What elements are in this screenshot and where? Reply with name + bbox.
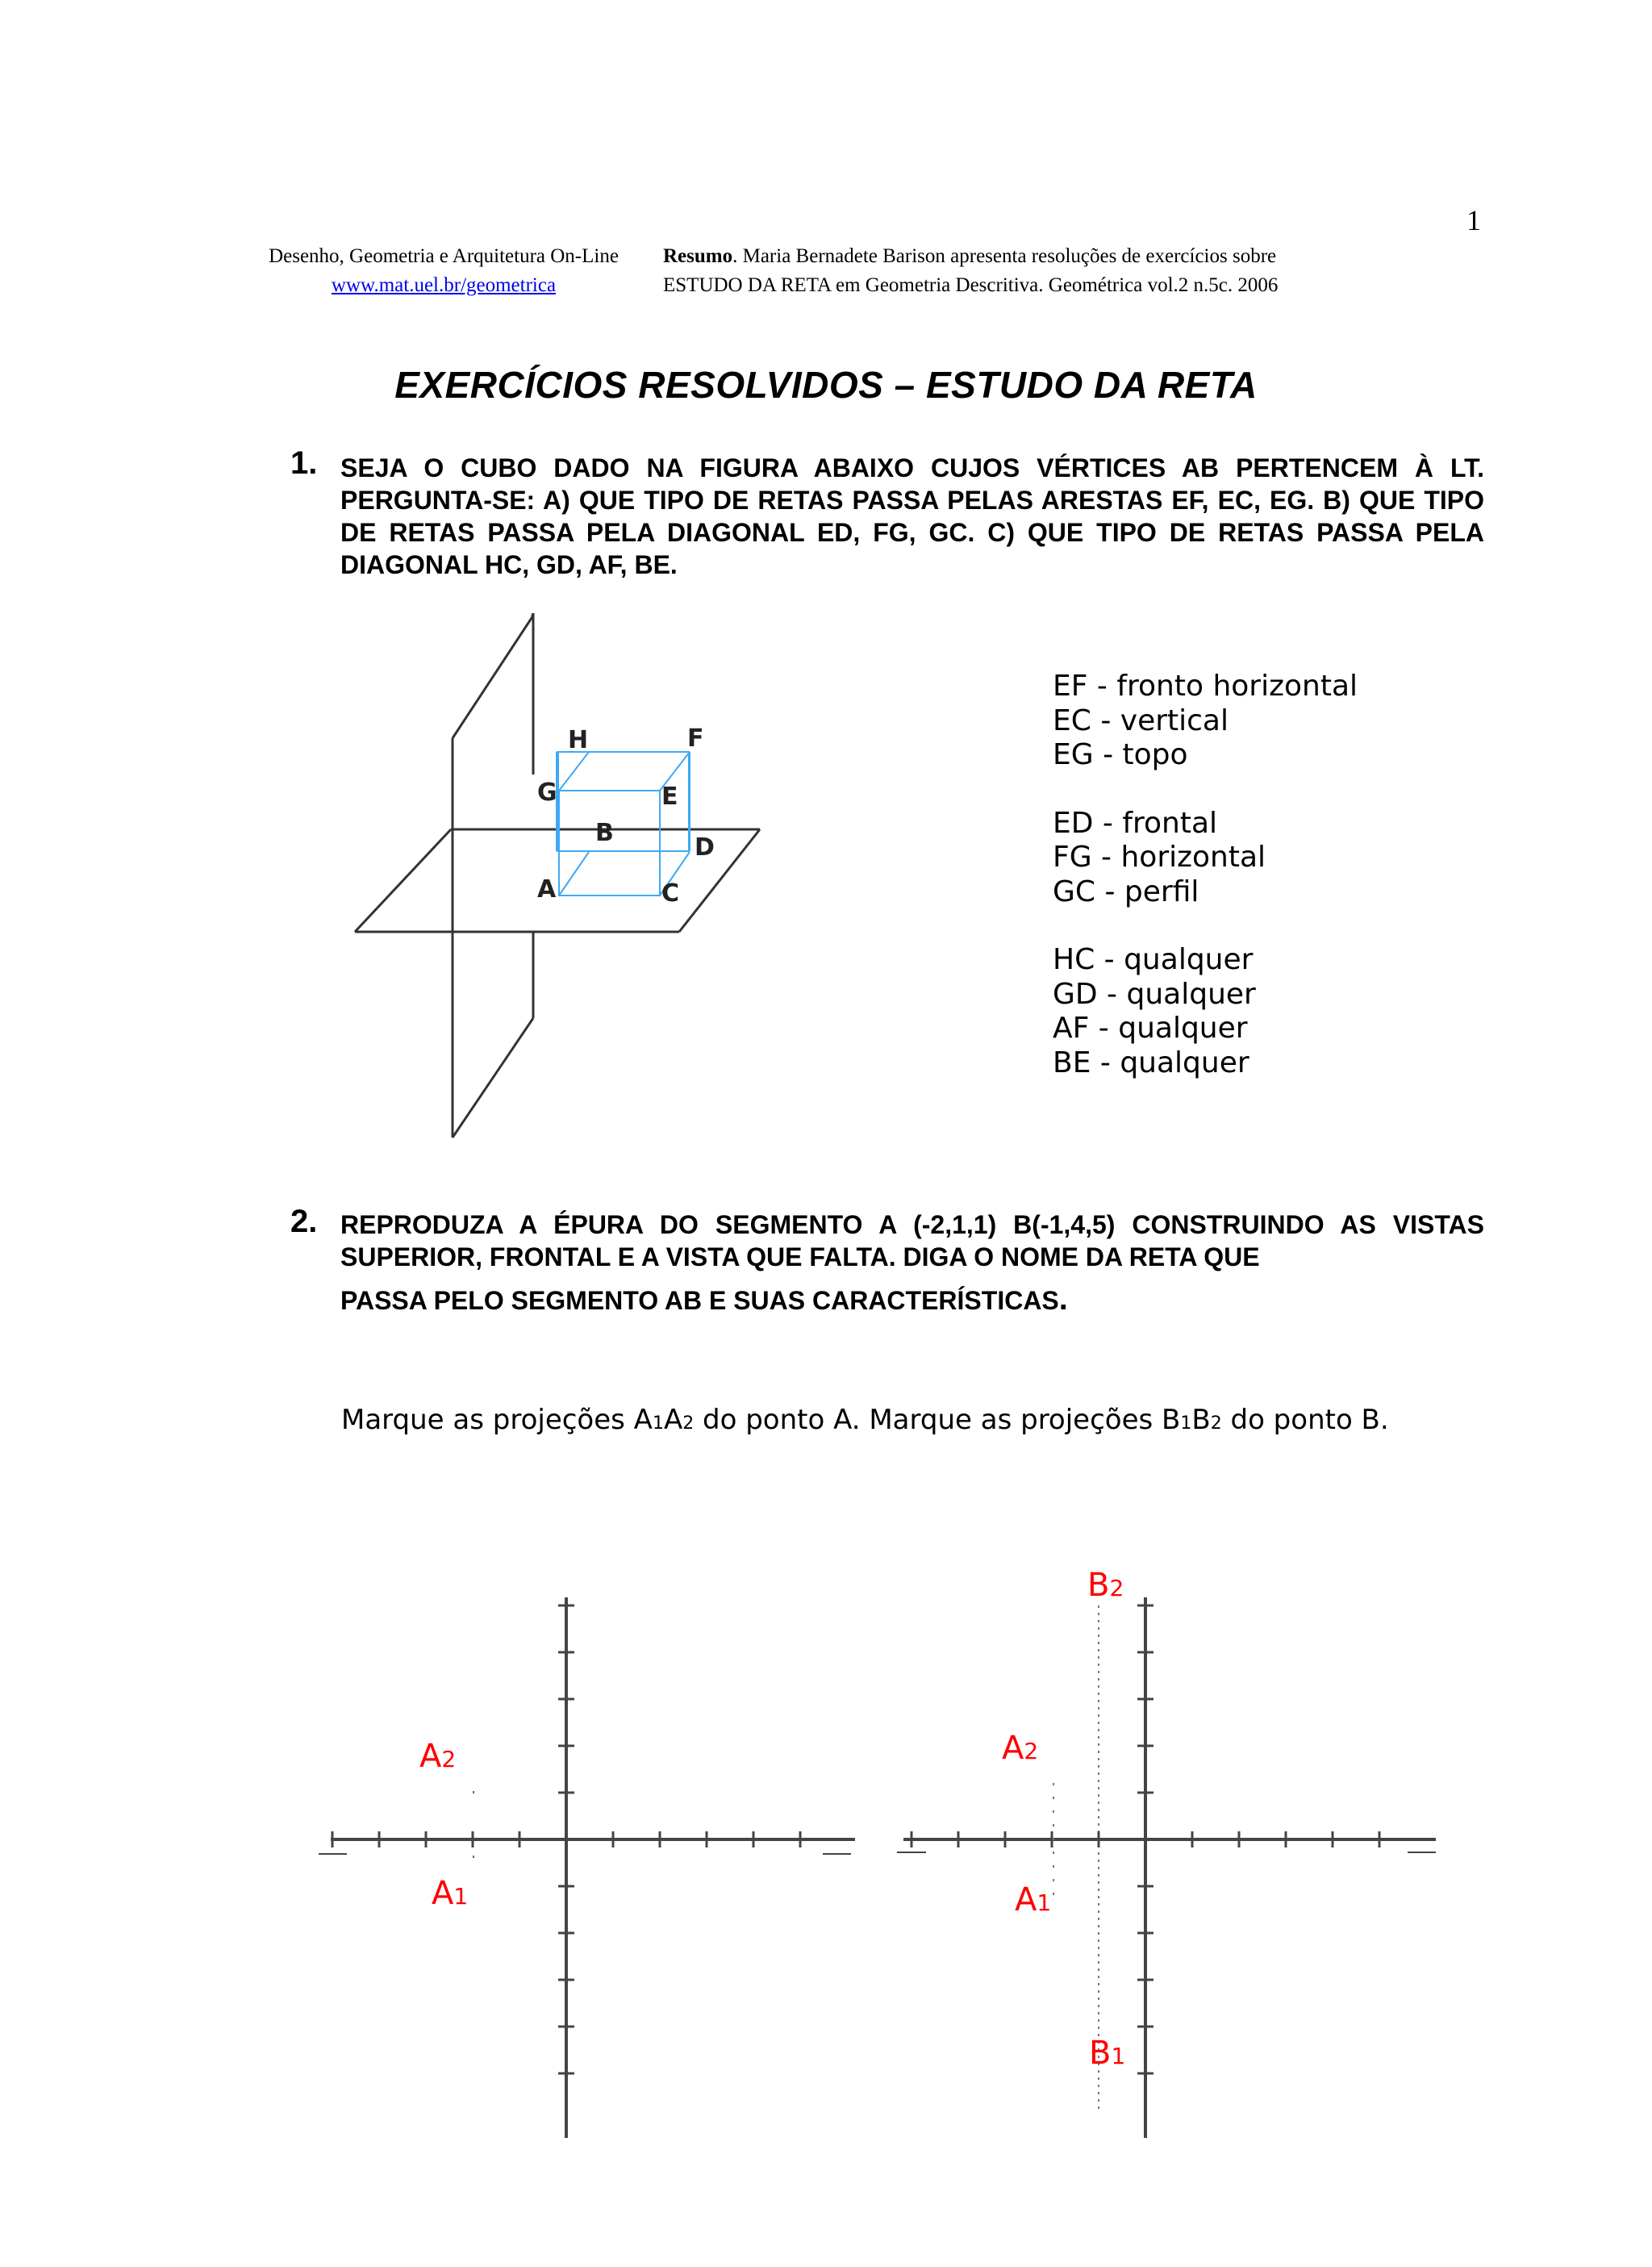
answer-ed: ED - frontal <box>1053 806 1218 840</box>
vertex-label-a: A <box>537 875 557 904</box>
instr-part2: do ponto A. Marque as projeções B <box>694 1404 1181 1436</box>
question-1-text: SEJA O CUBO DADO NA FIGURA ABAIXO CUJOS VÉRTICES AB PERTENCEM À LT. PERGUNTA-SE: A) QUE TIPO DE RETAS PASSA PELAS ARESTAS EF, EC, EG. B) QUE TIPO DE RETAS PASSA PELA DIAGONAL ED, FG, GC. C) QUE TIPO DE RETAS PASSA PELA DIAGONAL HC, GD, AF, BE. <box>340 453 1484 579</box>
projection-dot <box>473 1791 474 1793</box>
answers-list <box>1053 670 1358 1080</box>
answer-eg: EG - topo <box>1053 738 1188 771</box>
header-journal-name: Desenho, Geometria e Arquitetura On-Line <box>269 245 619 267</box>
point-label-a1: A1 <box>1015 1881 1052 1918</box>
point-label-b1: B1 <box>1089 2035 1126 2072</box>
header-abstract-text: . Maria Bernadete Barison apresenta resoluções de exercícios sobre <box>732 245 1277 267</box>
instr-part1: Marque as projeções A <box>341 1404 653 1436</box>
header-abstract-label: Resumo <box>663 245 733 267</box>
header-left <box>234 242 653 300</box>
vertex-label-h: H <box>568 726 589 754</box>
point-label-a1: A1 <box>432 1875 469 1912</box>
point-label-a2: A2 <box>1002 1730 1039 1767</box>
instr-sub-a2: 2 <box>682 1413 695 1434</box>
instr-sub-b2: 2 <box>1210 1413 1222 1434</box>
epura-right <box>887 1557 1452 2154</box>
vertex-label-g: G <box>537 779 557 807</box>
instr-sub-b1: 1 <box>1180 1413 1192 1434</box>
header-abstract-line2: ESTUDO DA RETA em Geometria Descritiva. Geométrica vol.2 n.5c. 2006 <box>663 274 1279 296</box>
vertical-plane-edge <box>453 1018 533 1138</box>
horizontal-plane-edge <box>679 829 760 932</box>
answer-ec: EC - vertical <box>1053 703 1229 737</box>
answer-ef: EF - fronto horizontal <box>1053 670 1358 703</box>
vertex-label-c: C <box>661 879 680 908</box>
cube-edge-gh <box>559 752 589 791</box>
point-label-a2: A2 <box>419 1738 457 1775</box>
instr-mid-a: A <box>663 1404 683 1436</box>
question-2-line1: REPRODUZA A ÉPURA DO SEGMENTO A (-2,1,1) B(-1,4,5) CONSTRUINDO AS VISTAS SUPERIOR, FRONTAL E A VISTA QUE FALTA. DIGA O NOME DA RETA QUE <box>340 1210 1484 1271</box>
page-title: EXERCÍCIOS RESOLVIDOS – ESTUDO DA RETA <box>394 364 1258 406</box>
header-right <box>663 242 1278 300</box>
question-2-period: . <box>1058 1281 1068 1317</box>
answer-gd: GD - qualquer <box>1053 977 1256 1011</box>
vertex-label-e: E <box>661 783 678 811</box>
instr-part3: do ponto B. <box>1221 1404 1389 1436</box>
answer-fg: FG - horizontal <box>1053 841 1266 874</box>
vertex-label-d: D <box>695 833 715 862</box>
vertex-label-b: B <box>595 819 614 847</box>
answer-be: BE - qualquer <box>1053 1046 1249 1079</box>
question-2-line2: PASSA PELO SEGMENTO AB E SUAS CARACTERÍSTICAS <box>340 1286 1059 1315</box>
projection-dot <box>473 1856 474 1858</box>
instr-mid-b: B <box>1191 1404 1211 1436</box>
point-label-b2: B2 <box>1087 1567 1124 1604</box>
cube-edge-ab <box>559 852 589 896</box>
header-abstract-line1 <box>663 242 1278 271</box>
cube-diagram <box>339 613 774 1146</box>
header-link[interactable]: www.mat.uel.br/geometrica <box>331 274 557 296</box>
horizontal-plane-edge <box>355 829 451 932</box>
answer-hc: HC - qualquer <box>1053 943 1254 976</box>
vertical-plane-edge <box>453 616 533 738</box>
question-2-number: 2. <box>290 1204 318 1239</box>
page-number: 1 <box>1466 204 1481 236</box>
question-2-text <box>340 1209 1484 1317</box>
instruction-text <box>341 1404 1389 1436</box>
question-1-number: 1. <box>290 445 318 481</box>
vertical-plane-edge <box>532 613 533 615</box>
instr-sub-a1: 1 <box>652 1413 664 1434</box>
epura-left <box>307 1573 871 2154</box>
vertex-label-f: F <box>687 724 704 753</box>
answer-af: AF - qualquer <box>1053 1012 1248 1045</box>
question-2-line2-wrap <box>340 1283 1484 1317</box>
answer-gc: GC - perfil <box>1053 875 1199 908</box>
